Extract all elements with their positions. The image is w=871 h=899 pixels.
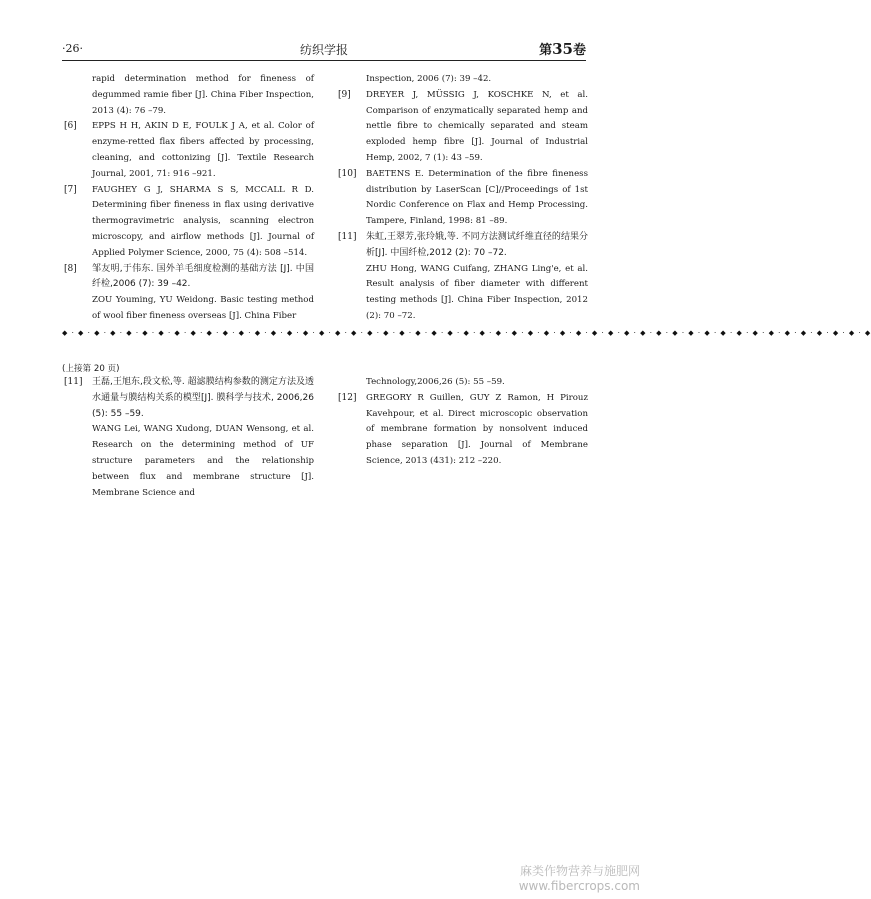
reference-number: [11] (64, 377, 83, 387)
volume-suffix: 卷 (572, 43, 586, 58)
reference-item (62, 293, 314, 325)
volume-prefix: 第 (539, 43, 553, 58)
journal-title: 纺织学报 (299, 43, 348, 57)
reference-text: 朱虹,王翠芳,张玲娥,等. 不同方法测试纤维直径的结果分析[J]. 中国纤检,2012 (2): 70 –72. (366, 231, 588, 258)
reference-item (336, 391, 588, 470)
reference-item (336, 262, 588, 325)
reference-item (62, 183, 314, 262)
references-bottom-left (62, 375, 314, 501)
page-number: ·26· (62, 42, 83, 55)
volume-number: 35 (552, 40, 573, 58)
reference-text: BAETENS E. Determination of the fibre fineness distribution by LaserScan [C]//Proceedings of 1st Nordic Conference on Flax and Hemp Processing. Tampere, Finland, 1998: 81 –89. (366, 168, 588, 227)
reference-item (62, 422, 314, 501)
reference-text: ZOU Youming, YU Weidong. Basic testing method of wool fiber fineness overseas [J]. China Fiber (92, 295, 314, 321)
reference-text: EPPS H H, AKIN D E, FOULK J A, et al. Color of enzyme-retted flax fibers affected by processing, cleaning, and cottonizing [J]. Textile Research Journal, 2001, 71: 916 –921. (92, 121, 314, 179)
reference-text: WANG Lei, WANG Xudong, DUAN Wensong, et al. Research on the determining method of UF structure parameters and the relationship between flux and membrane structure [J]. Membrane Science and (92, 424, 314, 498)
reference-item (336, 230, 588, 262)
reference-item (336, 72, 588, 88)
reference-number: [12] (338, 392, 357, 403)
reference-number: [11] (338, 231, 357, 242)
references-bottom-right (336, 375, 588, 470)
reference-text: GREGORY R Guillen, GUY Z Ramon, H Pirouz Kavehpour, et al. Direct microscopic observation of membrane formation by nonsolvent induced phase separation [J]. Journal of Membrane Science, 2013 (431): 212 –220. (366, 392, 588, 466)
reference-item (336, 167, 588, 230)
watermark (519, 864, 640, 894)
reference-item (336, 375, 588, 391)
reference-number: [8] (64, 263, 77, 274)
section-divider: ◆ · ◆ · ◆ · ◆ · ◆ · ◆ · ◆ · ◆ · ◆ · ◆ · ◆ · ◆ · ◆ · ◆ · ◆ · ◆ · ◆ · ◆ · ◆ · ◆ · ◆ · ◆ · ◆ · ◆ · ◆ · ◆ · ◆ · ◆ · ◆ · ◆ · ◆ · ◆ · ◆ · ◆ · ◆ · ◆ · ◆ · ◆ · ◆ · ◆ · ◆ · ◆ · ◆ · ◆ · ◆ · ◆ · ◆ · ◆ · ◆ · ◆ · ◆ (62, 329, 871, 337)
continued-label: (上接第 20 页) (62, 364, 120, 374)
reference-number: [9] (338, 89, 351, 100)
volume-label (539, 39, 586, 58)
reference-item (62, 262, 314, 294)
page-header (62, 38, 586, 60)
references-top-left (62, 72, 314, 325)
reference-text: FAUGHEY G J, SHARMA S S, MCCALL R D. Determining fiber fineness in flax using derivative thermogravimetric analysis, scanning electron microscopy, and airflow methods [J]. Journal of Applied Polymer Science, 2000, 75 (4): 508 –514. (92, 184, 314, 258)
reference-item (62, 375, 314, 422)
reference-text: rapid determination method for fineness of degummed ramie fiber [J]. China Fiber Inspection, 2013 (4): 76 –79. (92, 74, 314, 116)
reference-number: [10] (338, 168, 357, 179)
watermark-url: www.fibercrops.com (518, 879, 640, 893)
reference-text: 邹友明,于伟东. 国外羊毛细度检测的基础方法 [J]. 中国纤检,2006 (7): 39 –42. (92, 263, 314, 290)
reference-item (62, 119, 314, 182)
reference-text: 王磊,王旭东,段文松,等. 超滤膜结构参数的测定方法及透水通量与膜结构关系的模型[J]. 膜科学与技术, 2006,26 (5): 55 –59. (92, 377, 314, 419)
reference-item (62, 72, 314, 119)
reference-item (336, 88, 588, 167)
reference-number: [7] (64, 184, 77, 195)
watermark-site-name: 麻类作物营养与施肥网 (519, 864, 640, 878)
header-rule (62, 60, 586, 61)
reference-text: ZHU Hong, WANG Cuifang, ZHANG Ling'e, et al. Result analysis of fiber diameter with different testing methods [J]. China Fiber Inspection, 2012 (2): 70 –72. (366, 263, 588, 321)
reference-number: [6] (64, 121, 77, 132)
reference-text: DREYER J, MÜSSIG J, KOSCHKE N, et al. Comparison of enzymatically separated hemp and nettle fibre to chemically separated and steam exploded hemp fibre [J]. Journal of Industrial Hemp, 2002, 7 (1): 43 –59. (366, 89, 588, 163)
reference-text: Technology,2006,26 (5): 55 –59. (366, 377, 505, 387)
references-top-right (336, 72, 588, 325)
reference-text: Inspection, 2006 (7): 39 –42. (366, 74, 492, 84)
